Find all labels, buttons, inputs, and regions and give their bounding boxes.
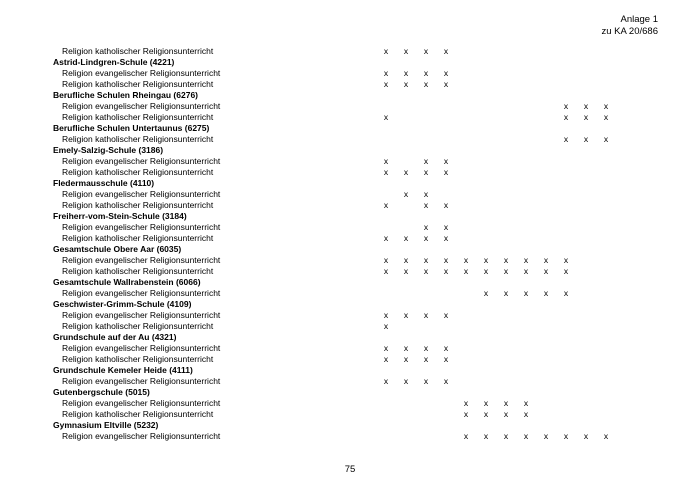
subject-row [0,266,700,277]
grade-mark: x [603,101,609,111]
subject-name: Religion evangelischer Religionsunterricht [62,343,221,353]
grade-mark: x [403,167,409,177]
grade-mark: x [443,222,449,232]
grade-mark: x [403,189,409,199]
grade-mark: x [383,233,389,243]
grade-mark: x [423,266,429,276]
school-heading-row [0,244,700,255]
subject-row [0,376,700,387]
grade-mark: x [423,376,429,386]
grade-mark: x [403,233,409,243]
grade-mark: x [403,376,409,386]
grade-mark: x [463,398,469,408]
subject-row [0,156,700,167]
grade-mark: x [523,255,529,265]
subject-name: Religion evangelischer Religionsunterricht [62,376,221,386]
subject-row [0,288,700,299]
grade-mark: x [503,409,509,419]
school-heading-row [0,211,700,222]
subject-name: Religion katholischer Religionsunterricht [62,409,214,419]
subject-row [0,189,700,200]
school-name: Geschwister-Grimm-Schule (4109) [53,299,192,309]
grade-mark: x [423,79,429,89]
grade-mark: x [503,398,509,408]
grade-mark: x [383,266,389,276]
grade-mark: x [503,266,509,276]
annex-header [601,14,658,38]
subject-row [0,255,700,266]
grade-mark: x [523,266,529,276]
grade-mark: x [443,310,449,320]
grade-mark: x [483,255,489,265]
school-name: Emely-Salzig-Schule (3186) [53,145,164,155]
subject-name: Religion katholischer Religionsunterricht [62,79,214,89]
grade-mark: x [563,134,569,144]
grade-mark: x [563,112,569,122]
subject-row [0,310,700,321]
grade-mark: x [543,288,549,298]
grade-mark: x [583,112,589,122]
grade-mark: x [383,68,389,78]
grade-mark: x [423,68,429,78]
grade-mark: x [403,266,409,276]
grade-mark: x [443,200,449,210]
subject-name: Religion evangelischer Religionsunterricht [62,431,221,441]
subject-row [0,68,700,79]
school-name: Berufliche Schulen Rheingau (6276) [53,90,199,100]
school-name: Berufliche Schulen Untertaunus (6275) [53,123,210,133]
subject-name: Religion evangelischer Religionsunterricht [62,101,221,111]
grade-mark: x [563,255,569,265]
grade-mark: x [423,200,429,210]
grade-mark: x [443,266,449,276]
subject-row [0,134,700,145]
grade-mark: x [423,233,429,243]
grade-mark: x [423,354,429,364]
grade-mark: x [443,68,449,78]
grade-mark: x [463,431,469,441]
grade-mark: x [403,354,409,364]
subject-name: Religion katholischer Religionsunterricht [62,200,214,210]
grade-mark: x [483,266,489,276]
grade-mark: x [603,431,609,441]
subject-name: Religion katholischer Religionsunterricht [62,167,214,177]
grade-mark: x [383,310,389,320]
school-heading-row [0,332,700,343]
grade-mark: x [523,398,529,408]
grade-mark: x [403,79,409,89]
grade-mark: x [543,266,549,276]
grade-mark: x [563,266,569,276]
grade-mark: x [563,288,569,298]
school-name: Grundschule auf der Au (4321) [53,332,177,342]
annex-reference: zu KA 20/686 [601,26,658,37]
school-subject-table [0,46,700,442]
subject-row [0,398,700,409]
grade-mark: x [403,255,409,265]
school-heading-row [0,277,700,288]
school-name: Gymnasium Eltville (5232) [53,420,159,430]
school-heading-row [0,90,700,101]
grade-mark: x [583,101,589,111]
school-heading-row [0,387,700,398]
grade-mark: x [383,46,389,56]
grade-mark: x [503,288,509,298]
subject-name: Religion katholischer Religionsunterricht [62,134,214,144]
subject-row [0,321,700,332]
page-number: 75 [344,464,356,475]
grade-mark: x [403,68,409,78]
grade-mark: x [443,46,449,56]
grade-mark: x [483,398,489,408]
subject-name: Religion katholischer Religionsunterricht [62,46,214,56]
grade-mark: x [463,266,469,276]
subject-name: Religion evangelischer Religionsunterricht [62,310,221,320]
grade-mark: x [463,255,469,265]
grade-mark: x [423,343,429,353]
subject-row [0,112,700,123]
school-name: Gesamtschule Obere Aar (6035) [53,244,182,254]
subject-row [0,409,700,420]
subject-name: Religion evangelischer Religionsunterricht [62,156,221,166]
subject-row [0,46,700,57]
subject-name: Religion evangelischer Religionsunterricht [62,222,221,232]
subject-name: Religion katholischer Religionsunterricht [62,354,214,364]
school-name: Freiherr-vom-Stein-Schule (3184) [53,211,187,221]
subject-row [0,79,700,90]
grade-mark: x [403,310,409,320]
school-heading-row [0,365,700,376]
school-name: Gesamtschule Wallrabenstein (6066) [53,277,201,287]
subject-row [0,200,700,211]
grade-mark: x [383,156,389,166]
subject-row [0,101,700,112]
subject-row [0,222,700,233]
grade-mark: x [443,156,449,166]
subject-name: Religion evangelischer Religionsunterricht [62,189,221,199]
subject-name: Religion evangelischer Religionsunterricht [62,255,221,265]
grade-mark: x [583,431,589,441]
subject-name: Religion evangelischer Religionsunterricht [62,398,221,408]
grade-mark: x [383,167,389,177]
grade-mark: x [603,134,609,144]
subject-name: Religion katholischer Religionsunterricht [62,266,214,276]
school-name: Grundschule Kemeler Heide (4111) [53,365,193,375]
grade-mark: x [583,134,589,144]
grade-mark: x [483,409,489,419]
subject-row [0,167,700,178]
grade-mark: x [503,431,509,441]
subject-name: Religion evangelischer Religionsunterricht [62,288,221,298]
grade-mark: x [383,112,389,122]
subject-name: Religion katholischer Religionsunterricht [62,233,214,243]
grade-mark: x [383,79,389,89]
grade-mark: x [383,200,389,210]
grade-mark: x [463,409,469,419]
school-name: Fledermausschule (4110) [53,178,155,188]
grade-mark: x [523,409,529,419]
grade-mark: x [383,343,389,353]
grade-mark: x [383,376,389,386]
grade-mark: x [423,310,429,320]
subject-row [0,343,700,354]
school-heading-row [0,145,700,156]
grade-mark: x [403,46,409,56]
grade-mark: x [503,255,509,265]
grade-mark: x [443,79,449,89]
grade-mark: x [423,222,429,232]
grade-mark: x [443,376,449,386]
grade-mark: x [423,167,429,177]
school-name: Astrid-Lindgren-Schule (4221) [53,57,175,67]
grade-mark: x [403,343,409,353]
grade-mark: x [523,288,529,298]
subject-name: Religion katholischer Religionsunterricht [62,321,214,331]
school-heading-row [0,299,700,310]
grade-mark: x [423,189,429,199]
subject-row [0,354,700,365]
annex-label: Anlage 1 [620,14,658,25]
subject-row [0,233,700,244]
grade-mark: x [423,156,429,166]
grade-mark: x [383,354,389,364]
grade-mark: x [563,431,569,441]
grade-mark: x [443,255,449,265]
grade-mark: x [383,321,389,331]
school-heading-row [0,57,700,68]
subject-name: Religion evangelischer Religionsunterricht [62,68,221,78]
grade-mark: x [443,354,449,364]
school-name: Gutenbergschule (5015) [53,387,150,397]
grade-mark: x [443,233,449,243]
grade-mark: x [423,46,429,56]
grade-mark: x [543,431,549,441]
grade-mark: x [443,167,449,177]
grade-mark: x [523,431,529,441]
school-heading-row [0,178,700,189]
grade-mark: x [603,112,609,122]
grade-mark: x [443,343,449,353]
grade-mark: x [563,101,569,111]
grade-mark: x [383,255,389,265]
subject-row [0,431,700,442]
grade-mark: x [483,431,489,441]
subject-name: Religion katholischer Religionsunterricht [62,112,214,122]
grade-mark: x [543,255,549,265]
school-heading-row [0,123,700,134]
school-heading-row [0,420,700,431]
grade-mark: x [423,255,429,265]
grade-mark: x [483,288,489,298]
